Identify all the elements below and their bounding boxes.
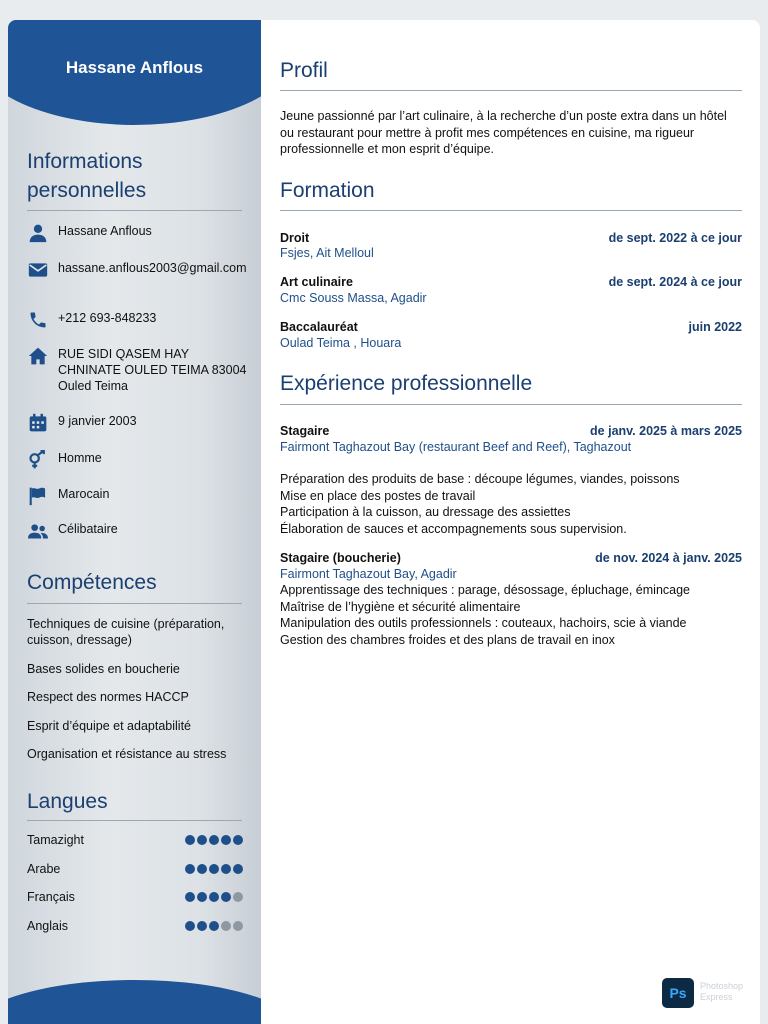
level-dot-filled <box>209 835 219 845</box>
level-dot-empty <box>233 892 243 902</box>
info-section-title: Informations personnelles <box>27 150 147 202</box>
language-level <box>185 892 243 902</box>
education-entry-header <box>280 274 742 290</box>
level-dot-filled <box>197 892 207 902</box>
flag-icon <box>27 485 49 507</box>
user-icon <box>27 222 49 244</box>
language-level <box>185 835 243 845</box>
education-place: Cmc Souss Massa, Agadir <box>280 291 427 305</box>
education-section-title: Formation <box>280 179 375 202</box>
education-date: de sept. 2022 à ce jour <box>608 231 742 245</box>
profile-divider <box>280 90 742 91</box>
skill-item: Techniques de cuisine (préparation, cuisson, dressage) <box>27 617 225 647</box>
language-name: Anglais <box>27 919 68 933</box>
experience-divider <box>280 404 742 405</box>
candidate-name: Hassane Anflous <box>65 58 204 77</box>
language-name: Français <box>27 890 75 904</box>
users-icon <box>27 520 49 542</box>
education-divider <box>280 210 742 211</box>
skills-section-title: Compétences <box>27 571 157 594</box>
info-row-address <box>27 345 247 394</box>
info-divider <box>27 210 242 211</box>
level-dot-empty <box>221 921 231 931</box>
language-name: Tamazight <box>27 833 84 847</box>
level-dot-filled <box>185 835 195 845</box>
experience-section-title: Expérience professionnelle <box>280 372 533 395</box>
experience-tasks <box>280 582 742 648</box>
education-title: Droit <box>280 231 310 245</box>
profile-section-title: Profil <box>280 59 328 82</box>
level-dot-filled <box>185 892 195 902</box>
skill-item: Esprit d’équipe et adaptabilité <box>27 719 192 733</box>
experience-title: Stagaire <box>280 424 330 438</box>
home-icon <box>27 345 49 367</box>
phone-icon <box>27 309 49 331</box>
info-text: RUE SIDI QASEM HAY CHNINATE OULED TEIMA 83004 Ouled Teima <box>58 347 247 393</box>
language-row <box>27 919 243 933</box>
task-line: Mise en place des postes de travail <box>280 488 476 503</box>
resume-page <box>8 20 760 1024</box>
task-line: Participation à la cuisson, au dressage des assiettes <box>280 505 571 519</box>
languages-section-title: Langues <box>27 790 108 813</box>
level-dot-filled <box>221 892 231 902</box>
sidebar <box>8 20 261 1024</box>
level-dot-filled <box>221 835 231 845</box>
info-row-nationality <box>27 485 247 507</box>
experience-place: Fairmont Taghazout Bay (restaurant Beef and Reef), Taghazout <box>280 440 632 454</box>
envelope-icon <box>27 259 49 281</box>
level-dot-filled <box>233 864 243 874</box>
info-row-email <box>27 259 247 281</box>
experience-entry-header <box>280 550 742 566</box>
language-level <box>185 921 243 931</box>
experience-entry-header <box>280 423 742 439</box>
level-dot-filled <box>209 892 219 902</box>
level-dot-empty <box>233 921 243 931</box>
level-dot-filled <box>197 921 207 931</box>
experience-tasks <box>280 471 742 537</box>
task-line: Gestion des chambres froides et des plans de travail en inox <box>280 632 615 647</box>
level-dot-filled <box>185 921 195 931</box>
level-dot-filled <box>209 864 219 874</box>
education-date: de sept. 2024 à ce jour <box>608 275 742 289</box>
sidebar-footer-band <box>8 980 261 1024</box>
language-row <box>27 890 243 904</box>
task-line: Préparation des produits de base : découpe légumes, viandes, poissons <box>280 472 680 486</box>
experience-date: de janv. 2025 à mars 2025 <box>590 424 742 438</box>
education-entry-header <box>280 230 742 246</box>
info-text: Marocain <box>58 487 110 501</box>
info-row-name <box>27 222 247 244</box>
watermark-line: Photoshop <box>700 981 744 991</box>
task-line: Élaboration de sauces et accompagnements sous supervision. <box>280 521 627 536</box>
task-line: Apprentissage des techniques : parage, désossage, épluchage, émincage <box>280 583 691 597</box>
info-text: 9 janvier 2003 <box>58 414 137 428</box>
info-text: +212 693-848233 <box>58 311 157 325</box>
photoshop-express-label <box>700 981 743 1003</box>
skill-item: Organisation et résistance au stress <box>27 747 227 761</box>
info-row-status <box>27 520 247 542</box>
info-row-gender <box>27 449 247 471</box>
languages-divider <box>27 820 242 821</box>
language-row <box>27 833 243 847</box>
education-place: Fsjes, Ait Melloul <box>280 246 374 260</box>
education-title: Baccalauréat <box>280 320 358 334</box>
level-dot-filled <box>185 864 195 874</box>
level-dot-filled <box>209 921 219 931</box>
info-row-phone <box>27 309 247 331</box>
watermark-line: Express <box>700 992 733 1002</box>
language-name: Arabe <box>27 862 61 876</box>
gender-icon <box>27 449 49 471</box>
photoshop-express-logo: Ps <box>662 978 694 1008</box>
skill-item: Bases solides en boucherie <box>27 662 180 676</box>
education-date: juin 2022 <box>688 320 742 334</box>
info-text: hassane.anflous2003@gmail.com <box>58 261 247 275</box>
education-title: Art culinaire <box>280 275 353 289</box>
task-line: Manipulation des outils professionnels : couteaux, hachoirs, scie à viande <box>280 616 687 630</box>
level-dot-filled <box>221 864 231 874</box>
skill-item: Respect des normes HACCP <box>27 690 189 704</box>
experience-date: de nov. 2024 à janv. 2025 <box>595 551 742 565</box>
education-place: Oulad Teima , Houara <box>280 336 402 350</box>
info-row-birthdate <box>27 412 247 434</box>
education-entry-header <box>280 319 742 335</box>
language-row <box>27 862 243 876</box>
skills-divider <box>27 603 242 604</box>
profile-text: Jeune passionné par l’art culinaire, à la recherche d’un poste extra dans un hôtel ou restaurant pour mettre à profit mes compétences en cuisine, ma rigueur professionnelle et mon esprit d’équipe. <box>280 109 727 156</box>
info-text: Célibataire <box>58 522 118 536</box>
task-line: Maîtrise de l’hygiène et sécurité alimentaire <box>280 599 521 614</box>
calendar-icon <box>27 412 49 434</box>
info-text: Hassane Anflous <box>58 224 152 238</box>
level-dot-filled <box>197 864 207 874</box>
level-dot-filled <box>197 835 207 845</box>
experience-place: Fairmont Taghazout Bay, Agadir <box>280 567 457 581</box>
info-text: Homme <box>58 451 102 465</box>
experience-title: Stagaire (boucherie) <box>280 551 401 565</box>
level-dot-filled <box>233 835 243 845</box>
language-level <box>185 864 243 874</box>
